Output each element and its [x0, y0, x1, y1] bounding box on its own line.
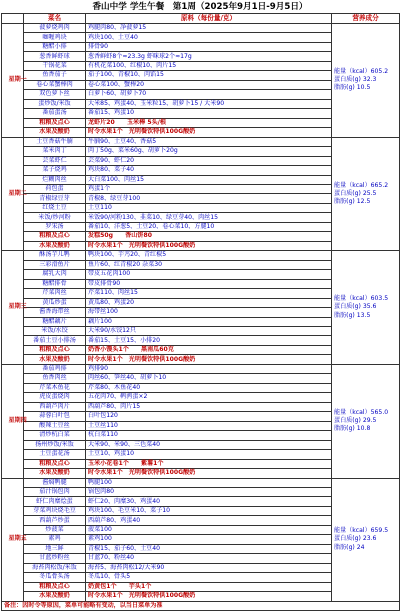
dish-ingredients: 土豆10、鸡蛋10 [86, 450, 332, 459]
dish-ingredients: 青椒8、绿豆芽100 [86, 194, 332, 203]
dish-name: 地三鲜 [24, 544, 86, 553]
dish-name: 炒菠菜 [24, 525, 86, 534]
dish-ingredients: 时令水果1个 光明餐饮特供100G酸奶 [86, 469, 332, 478]
dish-ingredients: 海苔5、海苔肉松12/大米90 [86, 563, 332, 572]
dish-name: 罗宋汤 [24, 222, 86, 231]
dish-name: 咖喱鸡块 [24, 33, 86, 42]
dish-ingredients: 排骨90 [86, 42, 332, 51]
dish-name: 双色萝卜丝 [24, 90, 86, 99]
dish-ingredients: 菠菜100 [86, 525, 332, 534]
header-row [2, 14, 400, 24]
dish-name: 干锅花菜 [24, 61, 86, 70]
nutrition-value: 能量（kcal）565.0 [334, 408, 389, 416]
dish-ingredients: 番茄15、鸡蛋10 [86, 109, 332, 118]
dish-name: 蒜蓉白叶包 [24, 412, 86, 421]
dish-ingredients: 时令水果1个 光明餐饮特供100G酸奶 [86, 355, 332, 364]
table-row [2, 364, 400, 373]
dish-name: 番茄蛋汤 [24, 109, 86, 118]
dish-name: 土豆蛋花汤 [24, 450, 86, 459]
nutrition-value: 蛋白质(g) 32.3 [334, 76, 377, 84]
menu-table [1, 13, 400, 611]
dish-name: 水果及酸奶 [24, 128, 86, 137]
day-label [2, 251, 27, 365]
dish-ingredients: 番茄15、土豆15、小排20 [86, 336, 332, 345]
dish-ingredients: 鸡排90 [86, 364, 332, 373]
nutrition-value: 蛋白质(g) 35.6 [334, 303, 377, 311]
day-label-text: 星期一 [8, 76, 27, 84]
dish-ingredients: 鸭块100、芋艿20、青红椒5 [86, 251, 332, 260]
day-label [2, 478, 27, 601]
dish-ingredients: 发糕50g 香山饼80 [86, 232, 332, 241]
dish-name: 水果及酸奶 [24, 592, 86, 601]
dish-ingredients: 肉丁50g、菜米60g、胡萝卜20g [86, 147, 332, 156]
nutrition-value: 脂肪(g) 10.5 [334, 84, 371, 92]
day-label [2, 137, 27, 251]
dish-ingredients: 米饭90/河粉130、韭菜10、绿豆芽40、肉丝15 [86, 213, 332, 222]
dish-name: 红烧土豆 [24, 203, 86, 212]
dish-name: 酱焖鸭腿 [24, 478, 86, 487]
dish-name: 鱼香肉丝 [24, 374, 86, 383]
day-label-text: 星期二 [8, 189, 27, 197]
table-row [2, 137, 400, 146]
dish-name: 西葫芦炒蛋 [24, 516, 86, 525]
page-title: 香山中学 学生午餐 第1周（2025年9月1日-9月5日） [92, 2, 308, 12]
dish-ingredients: 葱香鲜虾8个≈23.3g 虾咪球2个≈17g [86, 52, 332, 61]
dish-ingredients: 芹菜110、肉丝15 [86, 289, 332, 298]
dish-ingredients: 五花肉70、鹌鹑蛋×2 [86, 393, 332, 402]
dish-ingredients: 奶黄包1个 芋头1个 [86, 582, 332, 591]
dish-ingredients: 鸡块80、菜子40 [86, 166, 332, 175]
nutrition-info [332, 137, 400, 251]
dish-ingredients: 锅包肉80 [86, 487, 332, 496]
dish-name: 西葫芦肉片 [24, 402, 86, 411]
dish-ingredients: 时令水果1个 光明餐饮特供100G酸奶 [86, 241, 332, 250]
dish-name: 水果及酸奶 [24, 469, 86, 478]
dish-name: 酸辣土豆丝 [24, 421, 86, 430]
dish-name: 番茄鸡排 [24, 364, 86, 373]
nutrition-value: 蛋白质(g) 25.5 [334, 189, 377, 197]
dish-name: 糖醋藕片 [24, 317, 86, 326]
dish-name: 粗粮及点心 [24, 345, 86, 354]
dish-name: 糖醋小排 [24, 42, 86, 51]
dish-name: 清炒杭白菜 [24, 431, 86, 440]
dish-ingredients: 青椒15、茄子60、土豆40 [86, 544, 332, 553]
dish-ingredients: 鸡块100、毛豆米10、菜子10 [86, 506, 332, 515]
nutrition-info [332, 24, 400, 138]
dish-name: 菜子烧鸡 [24, 166, 86, 175]
dish-ingredients: 大米85、鸡蛋40、玉米粒15、胡萝卜15 / 大米90 [86, 99, 332, 108]
dish-ingredients: 牛腩90、土豆40、香菇5 [86, 137, 332, 146]
dish-ingredients: 白叶包120 [86, 412, 332, 421]
nutrition-value: 能量（kcal）659.5 [334, 527, 389, 535]
dish-ingredients: 芸菜90、虾仁20 [86, 156, 332, 165]
dish-ingredients: 冬瓜10、骨头5 [86, 573, 332, 582]
column-header-nutrition: 营养成分 [332, 14, 400, 24]
day-label-text: 星期五 [8, 535, 27, 543]
dish-name: 酥汤芋儿鸭 [24, 251, 86, 260]
dish-name: 扬州炒饭/米饭 [24, 440, 86, 449]
dish-ingredients: 奶香小馒头1个 黑南瓜60克 [86, 345, 332, 354]
dish-name: 土豆香菇牛腩 [24, 137, 86, 146]
dish-ingredients: 鸡块100、土豆40 [86, 33, 332, 42]
dish-ingredients: 茄子100、青椒10、肉馅15 [86, 71, 332, 80]
dish-ingredients: 时令水果1个 光明餐饮特供100G酸奶 [86, 592, 332, 601]
dish-ingredients: 杭白菜110 [86, 431, 332, 440]
dish-name: 酱香海带丝 [24, 308, 86, 317]
day-label [2, 364, 27, 478]
dish-name: 蛋炒饭/米饭 [24, 99, 86, 108]
nutrition-value: 脂肪(g) 10.8 [334, 425, 371, 433]
dish-ingredients: 肉丝60、笋丝40、胡萝卜10 [86, 374, 332, 383]
dish-name: 黄瓜炒蛋 [24, 298, 86, 307]
nutrition-info [332, 478, 400, 601]
dish-name: 粗粮及点心 [24, 459, 86, 468]
dish-name: 水果及酸奶 [24, 241, 86, 250]
dish-name: 素鸡 [24, 535, 86, 544]
day-label-text: 星期四 [8, 417, 27, 425]
dish-ingredients: 藕片100 [86, 317, 332, 326]
dish-ingredients: 虾仁20、肉糜30、鸡蛋40 [86, 497, 332, 506]
dish-ingredients: 大米90/水饺12只 [86, 327, 332, 336]
dish-name: 水果及酸奶 [24, 355, 86, 364]
dish-name: 芹菜肉丝 [24, 289, 86, 298]
day-label [2, 24, 27, 138]
dish-ingredients: 土豆110 [86, 203, 332, 212]
dish-name: 葱香鲜虾球 [24, 52, 86, 61]
dish-ingredients: 带皮五花肉100 [86, 270, 332, 279]
dish-name: 菠萝烧鸡肉 [24, 24, 86, 33]
dish-name: 芹菜木鱼花 [24, 383, 86, 392]
dish-ingredients: 大白菜100、肉丝15 [86, 175, 332, 184]
dish-ingredients: 鸭腿100 [86, 478, 332, 487]
dish-name: 粗粮及点心 [24, 118, 86, 127]
dish-name: 米饭/炒河粉 [24, 213, 86, 222]
dish-ingredients: 龙虾片20 玉米棒 5头/根 [86, 118, 332, 127]
dish-name: 番茄土豆小排汤 [24, 336, 86, 345]
dish-ingredients: 土豆丝110 [86, 421, 332, 430]
dish-name: 粗粮及点心 [24, 582, 86, 591]
nutrition-value: 蛋白质(g) 29.5 [334, 417, 377, 425]
column-header-day [2, 14, 24, 24]
nutrition-value: 脂肪(g) 12.5 [334, 198, 371, 206]
column-header-dish: 菜名 [24, 14, 86, 24]
nutrition-value: 脂肪(g) 13.5 [334, 311, 371, 319]
dish-name: 茄汁锅包肉 [24, 487, 86, 496]
table-row [2, 24, 400, 33]
dish-ingredients: 西葫芦80、肉片15 [86, 402, 332, 411]
dish-name: 腐乳大肉 [24, 270, 86, 279]
dish-name: 虎皮蛋烧肉 [24, 393, 86, 402]
dish-name: 芽菜鸡块烧毛豆 [24, 506, 86, 515]
dish-ingredients: 海带丝100 [86, 308, 332, 317]
dish-ingredients: 甘蓝70、粉丝40 [86, 554, 332, 563]
nutrition-value: 蛋白质(g) 23.6 [334, 535, 377, 543]
nutrition-value: 能量（kcal）665.2 [334, 181, 389, 189]
dish-name: 糖醋排骨 [24, 279, 86, 288]
day-label-text: 星期三 [8, 303, 27, 311]
dish-ingredients: 有机花菜100、红椒10、肉片15 [86, 61, 332, 70]
dish-ingredients: 大米90、米90、三色菜40 [86, 440, 332, 449]
dish-name: 甘蓝炒粉丝 [24, 554, 86, 563]
menu-body [2, 24, 400, 602]
dish-ingredients: 玉米小花卷1个 紫薯1个 [86, 459, 332, 468]
dish-name: 海苔肉松饭/米饭 [24, 563, 86, 572]
dish-ingredients: 鸡腿肉80、净菠萝15 [86, 24, 332, 33]
table-row [2, 478, 400, 487]
nutrition-info [332, 364, 400, 478]
dish-name: 米饭/水饺 [24, 327, 86, 336]
table-row [2, 251, 400, 260]
dish-ingredients: 芹菜80、木鱼花40 [86, 383, 332, 392]
nutrition-value: 能量（kcal）605.2 [334, 68, 389, 75]
column-header-ingredients: 原料（每份量/克） [86, 14, 332, 24]
dish-name: 虾仁肉糜烩蛋 [24, 497, 86, 506]
dish-ingredients: 卷心菜100、蟹棒20 [86, 80, 332, 89]
dish-name: 冬瓜骨头汤 [24, 573, 86, 582]
dish-ingredients: 黄瓜80、鸡蛋20 [86, 298, 332, 307]
dish-ingredients: 鱼片60、红青椒20 杂菜30 [86, 260, 332, 269]
nutrition-value: 脂肪(g) 24 [334, 543, 365, 551]
nutrition-info [332, 251, 400, 365]
dish-name: 荷包蛋 [24, 184, 86, 193]
dish-name: 青椒绿豆芽 [24, 194, 86, 203]
nutrition-value: 能量（kcal）603.5 [334, 295, 389, 303]
dish-name: 菜米肉丁 [24, 147, 86, 156]
dish-name: 鱼香茄子 [24, 71, 86, 80]
dish-ingredients: 鸡蛋1个 [86, 184, 332, 193]
dish-ingredients: 番茄10、洋葱5、土豆20、卷心菜10、方腿10 [86, 222, 332, 231]
footer-note: 备注：因时令等原因，菜单可能略有变动，以当日菜单为准 [2, 601, 400, 610]
dish-name: 芸菜虾仁 [24, 156, 86, 165]
dish-ingredients: 素鸡100 [86, 535, 332, 544]
dish-name: 烂糊肉丝 [24, 175, 86, 184]
dish-name: 三彩滑鱼片 [24, 260, 86, 269]
dish-ingredients: 带皮排骨90 [86, 279, 332, 288]
dish-ingredients: 白萝卜60、胡萝卜70 [86, 90, 332, 99]
dish-name: 粗粮及点心 [24, 232, 86, 241]
dish-ingredients: 西葫芦80、鸡蛋40 [86, 516, 332, 525]
dish-name: 卷心菜蟹棒肉 [24, 80, 86, 89]
dish-ingredients: 时令水果1个 光明餐饮特供100G酸奶 [86, 128, 332, 137]
